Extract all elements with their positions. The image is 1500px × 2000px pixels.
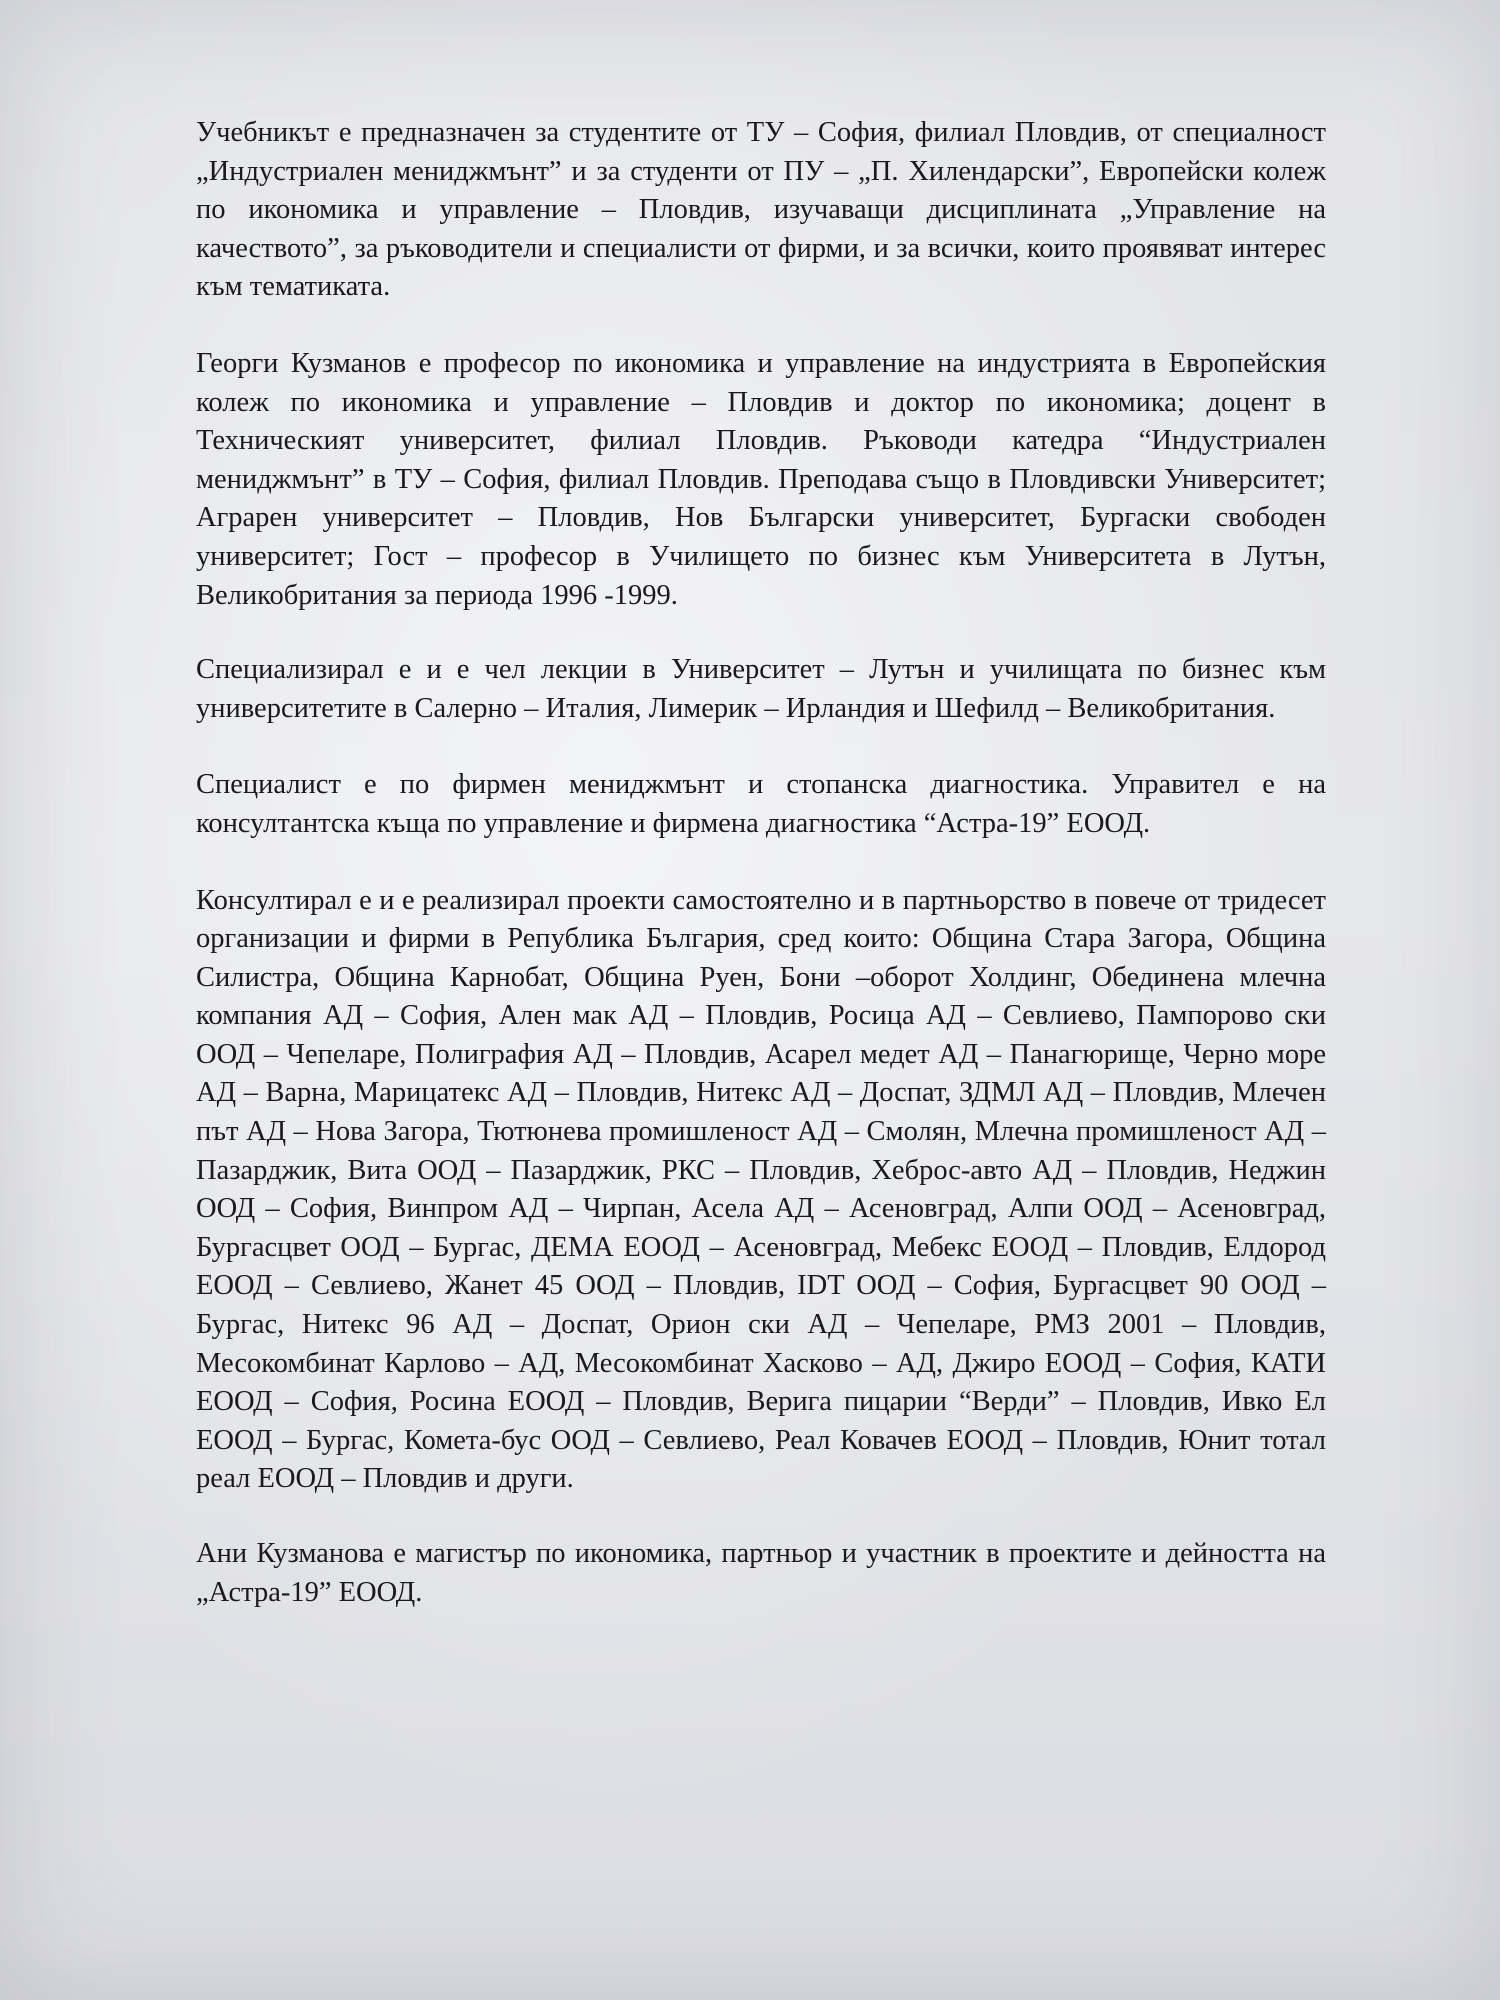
paragraph-co-author-ani-kuzmanova: Ани Кузманова е магистър по икономика, партньор и участник в проектите и дейността на „Астра-19” ЕООД. [196,1538,1326,1608]
paragraph-specialization: Специализирал е и е чел лекции в Университет – Лутън и училищата по бизнес към университетите в Салерно – Италия, Лимерик – Ирландия и Шефилд – Великобритания. [196,654,1326,724]
paragraph-consulting-house: Специалист е по фирмен мениджмънт и стопанска диагностика. Управител е на консултантска къща по управление и фирмена диагностика “Астра-19” ЕООД. [196,769,1326,839]
paragraph-textbook-purpose: Учебникът е предназначен за студентите от ТУ – София, филиал Пловдив, от специалност „Индустриален мениджмънт” и за студенти от ПУ – „П. Хилендарски”, Европейски колеж по икономика и управление – Пловдив, изучаващи дисциплината „Управление на качеството”, за ръководители и специалисти от фирми, и за всички, които проявяват интерес към тематиката. [196,117,1326,303]
paragraph-author-georgi-kuzmanov: Георги Кузманов е професор по икономика и управление на индустрията в Европейския колеж по икономика и управление – Пловдив и доктор по икономика; доцент в Техническият университет, филиал Пловдив. Ръководи катедра “Индустриален мениджмънт” в ТУ – София, филиал Пловдив. Преподава също в Пловдивски Университет; Аграрен университет – Пловдив, Нов Български университет, Бургаски свободен университет; Гост – професор в Училището по бизнес към Университета в Лутън, Великобритания за периода 1996 -1999. [196,347,1326,611]
document-body [196,114,1326,1650]
paragraph-consulting-projects: Консултирал е и е реализирал проекти самостоятелно и в партньорство в повече от тридесет организации и фирми в Република България, сред които: Община Стара Загора, Община Силистра, Община Карнобат, Община Руен, Бони –оборот Холдинг, Обединена млечна компания АД – София, Ален мак АД – Пловдив, Росица АД – Севлиево, Пампорово ски ООД – Чепеларе, Полиграфия АД – Пловдив, Асарел медет АД – Панагюрище, Черно море АД – Варна, Марицатекс АД – Пловдив, Нитекс АД – Доспат, ЗДМЛ АД – Пловдив, Млечен път АД – Нова Загора, Тютюнева промишленост АД – Смолян, Млечна промишленост АД – Пазарджик, Вита ООД – Пазарджик, РКС – Пловдив, Хеброс-авто АД – Пловдив, Неджин ООД – София, Винпром АД – Чирпан, Асела АД – Асеновград, Алпи ООД – Асеновград, Бургасцвет ООД – Бургас, ДЕМА ЕООД – Асеновград, Мебекс ЕООД – Пловдив, Елдород ЕООД – Севлиево, Жанет 45 ООД – Пловдив, IDT ООД – София, Бургасцвет 90 ООД – Бургас, Нитекс 96 АД – Доспат, Орион ски АД – Чепеларе, РМЗ 2001 – Пловдив, Месокомбинат Карлово – АД, Месокомбинат Хасково – АД, Джиро ЕООД – София, КАТИ ЕООД – София, Росина ЕООД – Пловдив, Верига пицарии “Верди” – Пловдив, Ивко Ел ЕООД – Бургас, Комета-бус ООД – Севлиево, Реал Ковачев ЕООД – Пловдив, Юнит тотал реал ЕООД – Пловдив и други. [196,884,1326,1495]
